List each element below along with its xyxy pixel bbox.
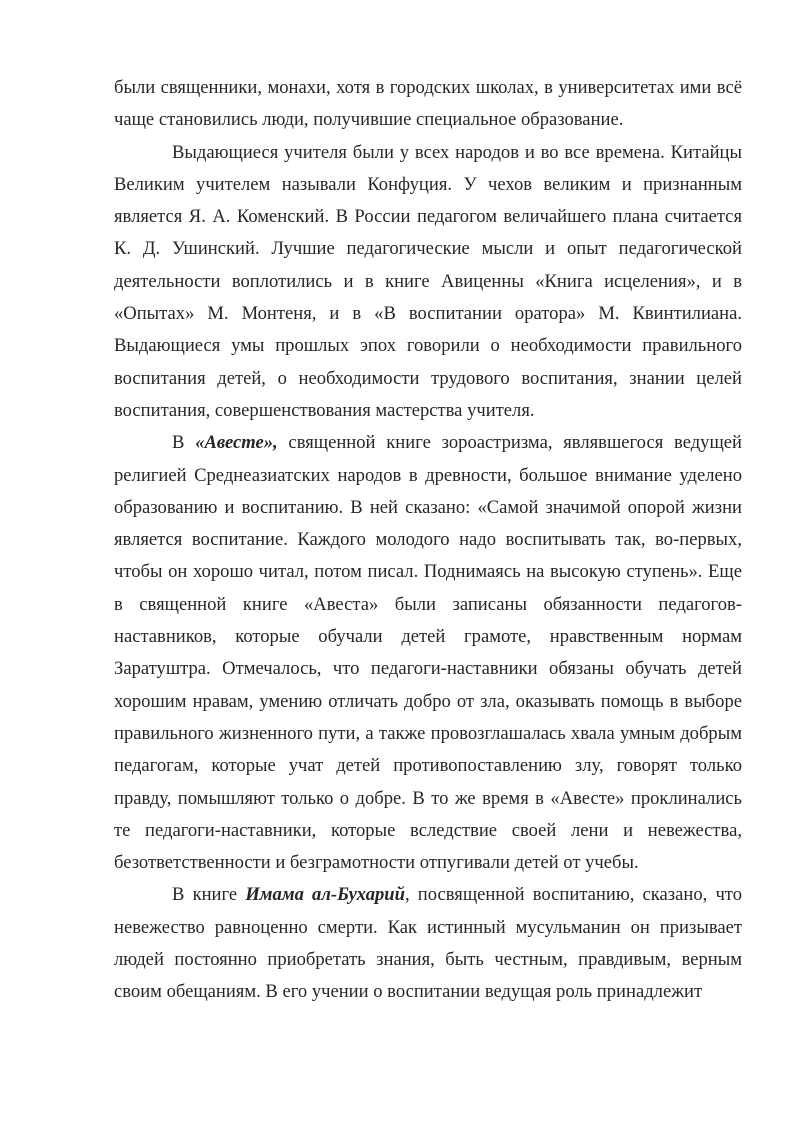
paragraph-1-run-1: были священники, монахи, хотя в городских школах, в университетах ими всё чаще становились люди, получившие специальное образование.: [114, 77, 742, 131]
paragraph-3-run-1: В: [172, 432, 196, 454]
paragraph-2: [114, 137, 742, 428]
paragraph-2-run-1: Выдающиеся учителя были у всех народов и во все времена. Китайцы Великим учителем называли Конфуция. У чехов великим и признанным является Я. А. Коменский. В России педагогом величайшего плана считается К. Д. Ушинский. Лучшие педагогические мысли и опыт педагогической деятельности воплотились и в книге Авиценны «Книга исцеления», и в «Опытах» М. Монтеня, и в «В воспитании оратора» М. Квинтилиана. Выдающиеся умы прошлых эпох говорили о необходимости правильного воспитания детей, о необходимости трудового воспитания, знании целей воспитания, совершенствования мастерства учителя.: [114, 141, 742, 421]
paragraph-1: [114, 72, 742, 137]
document-body: [114, 72, 742, 1009]
paragraph-4: [114, 879, 742, 1008]
paragraph-3-run-3: священной книге зороастризма, являвшегося ведущей религией Среднеазиатских народов в древности, большое внимание уделено образованию и воспитанию. В ней сказано: «Самой значимой опорой жизни является воспитание. Каждого молодого надо воспитывать так, во-первых, чтобы он хорошо читал, потом писал. Поднимаясь на высокую ступень». Еще в священной книге «Авеста» были записаны обязанности педагогов-наставников, которые обучали детей грамоте, нравственным нормам Заратуштра. Отмечалось, что педагоги-наставники обязаны обучать детей хорошим нравам, умению отличать добро от зла, оказывать помощь в выборе правильного жизненного пути, а также провозглашалась хвала умным добрым педагогам, которые учат детей противопоставлению злу, говорят только правду, помышляют только о добре. В то же время в «Авесте» проклинались те педагоги-наставники, которые вследствие своей лени и невежества, безответственности и безграмотности отпугивали детей от учебы.: [114, 432, 742, 874]
paragraph-4-run-1: В книге: [172, 884, 246, 906]
paragraph-4-run-3: , посвященной воспитанию, сказано, что невежество равноценно смерти. Как истинный мусульманин он призывает людей постоянно приобретать знания, быть честным, правдивым, верным своим обещаниям. В его учении о воспитании ведущая роль принадлежит: [114, 884, 742, 1003]
paragraph-4-bukhari-emphasis: Имама ал-Бухарий: [245, 884, 405, 906]
paragraph-3: [114, 427, 742, 879]
paragraph-3-avesta-emphasis: «Авесте»,: [195, 432, 278, 454]
